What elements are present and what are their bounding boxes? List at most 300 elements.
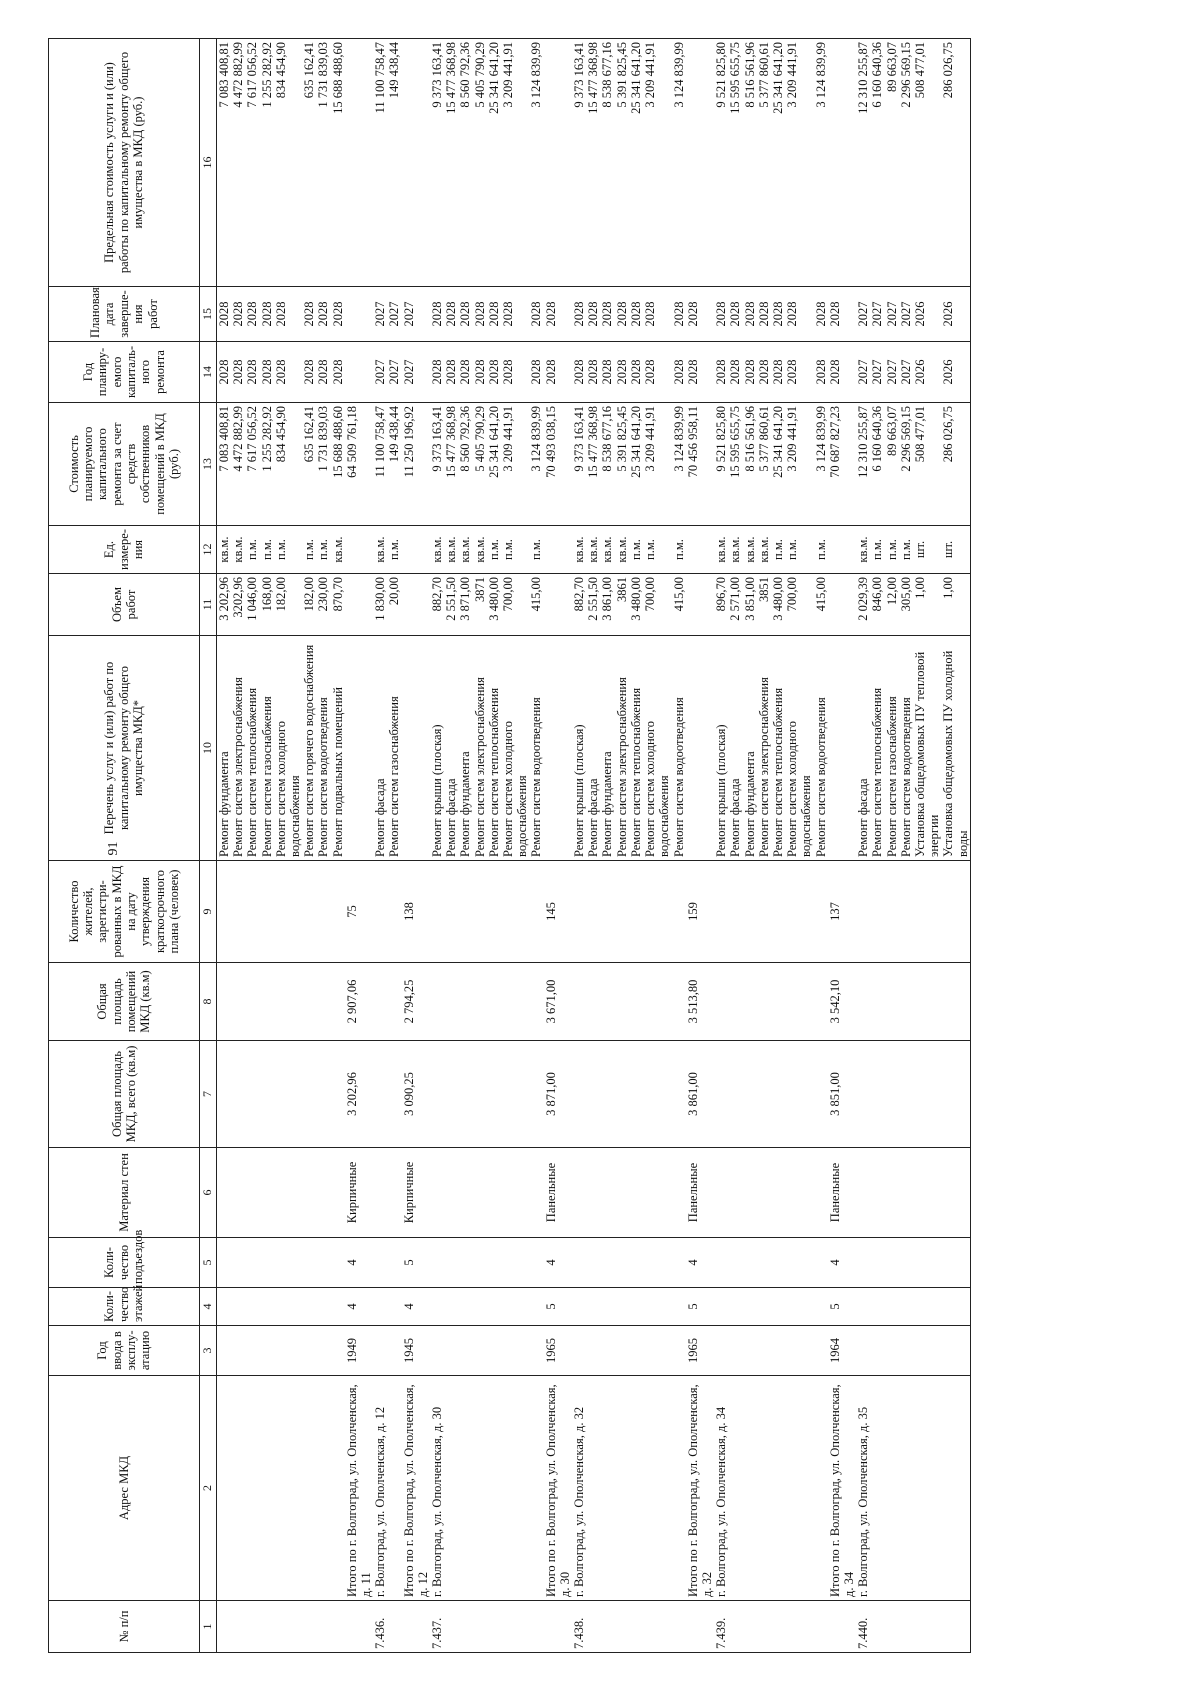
cell-planned-cost: 4 472 882,99 (231, 403, 245, 526)
cell-floors (728, 1288, 742, 1326)
cell-work-description: Ремонт систем теплоснабжения (487, 636, 501, 861)
cell-wall-material (387, 1148, 401, 1238)
cell-work-volume: 20,00 (387, 574, 401, 636)
cell-floors (487, 1288, 501, 1326)
cell-work-volume: 3 851,00 (743, 574, 757, 636)
cell-planned-cost: 70 687 827,23 (828, 403, 856, 526)
cell-total-area (757, 1041, 771, 1148)
cell-address (814, 1376, 828, 1601)
table-row (771, 39, 785, 1653)
cell-work-description: Ремонт систем водоотведения (672, 636, 686, 861)
cell-unit: п.м. (245, 526, 259, 574)
cell-entrances (302, 1238, 316, 1288)
cell-work-volume: 305,00 (899, 574, 913, 636)
cell-completion-date (345, 287, 373, 342)
cell-wall-material (672, 1148, 686, 1238)
cell-max-cost: 3 124 839,99 (529, 39, 543, 287)
cell-entrances (458, 1238, 472, 1288)
cell-total-area (870, 1041, 884, 1148)
cell-residents (600, 861, 614, 963)
cell-max-cost (345, 39, 373, 287)
cell-entrances (615, 1238, 629, 1288)
cell-address (387, 1376, 401, 1601)
cell-unit: кв.м. (444, 526, 458, 574)
cell-row-number (316, 1601, 330, 1653)
cell-repair-year: 2028 (302, 342, 316, 403)
cell-unit: п.м. (260, 526, 274, 574)
cell-planned-cost: 8 538 677,16 (600, 403, 614, 526)
cell-address (771, 1376, 785, 1601)
cell-row-number (941, 1601, 970, 1653)
cell-total-area (217, 1041, 232, 1148)
cell-max-cost: 3 124 839,99 (814, 39, 828, 287)
table-row (629, 39, 643, 1653)
table-row (814, 39, 828, 1653)
cell-premises-area (856, 963, 870, 1041)
cell-completion-date: 2028 (260, 287, 274, 342)
cell-max-cost: 8 538 677,16 (600, 39, 614, 287)
cell-residents (274, 861, 302, 963)
cell-floors (870, 1288, 884, 1326)
header-col-5: Коли-чество подъездов (49, 1238, 200, 1288)
cell-planned-cost: 1 255 282,92 (260, 403, 274, 526)
cell-year-built (714, 1326, 728, 1376)
column-number-3: 3 (200, 1326, 217, 1376)
cell-planned-cost: 8 516 561,96 (743, 403, 757, 526)
cell-unit: шт. (913, 526, 941, 574)
cell-planned-cost: 6 160 640,36 (870, 403, 884, 526)
cell-planned-cost: 7 083 408,81 (217, 403, 232, 526)
cell-completion-date: 2027 (387, 287, 401, 342)
cell-residents (473, 861, 487, 963)
cell-unit: п.м. (814, 526, 828, 574)
cell-address (913, 1376, 941, 1601)
cell-residents (245, 861, 259, 963)
cell-work-volume: 1 830,00 (373, 574, 387, 636)
cell-completion-date: 2028 (430, 287, 444, 342)
cell-floors (231, 1288, 245, 1326)
cell-work-volume: 415,00 (672, 574, 686, 636)
cell-premises-area (529, 963, 543, 1041)
cell-address: г. Волгоград, ул. Ополченская, д. 35 (856, 1376, 870, 1601)
cell-planned-cost: 7 617 056,52 (245, 403, 259, 526)
cell-work-description: Ремонт фасада (728, 636, 742, 861)
cell-wall-material (870, 1148, 884, 1238)
cell-floors (458, 1288, 472, 1326)
cell-planned-cost: 9 521 825,80 (714, 403, 728, 526)
table-total-row (686, 39, 714, 1653)
column-number-5: 5 (200, 1238, 217, 1288)
cell-work-volume: 1 046,00 (245, 574, 259, 636)
cell-work-volume: 870,70 (331, 574, 345, 636)
cell-year-built (814, 1326, 828, 1376)
cell-floors (629, 1288, 643, 1326)
cell-address (941, 1376, 970, 1601)
cell-residents (913, 861, 941, 963)
cell-completion-date: 2028 (529, 287, 543, 342)
cell-entrances (473, 1238, 487, 1288)
cell-residents (785, 861, 813, 963)
cell-max-cost: 25 341 641,20 (629, 39, 643, 287)
cell-total-area (629, 1041, 643, 1148)
cell-wall-material (245, 1148, 259, 1238)
cell-entrances (899, 1238, 913, 1288)
cell-entrances (629, 1238, 643, 1288)
column-number-14: 14 (200, 342, 217, 403)
cell-unit: кв.м. (217, 526, 232, 574)
table-row (458, 39, 472, 1653)
cell-residents (586, 861, 600, 963)
cell-repair-year: 2028 (586, 342, 600, 403)
cell-work-volume: 2 551,50 (586, 574, 600, 636)
cell-address (245, 1376, 259, 1601)
cell-repair-year: 2028 (331, 342, 345, 403)
cell-address (672, 1376, 686, 1601)
cell-max-cost: 15 477 368,98 (444, 39, 458, 287)
cell-entrances (771, 1238, 785, 1288)
cell-repair-year: 2027 (373, 342, 387, 403)
cell-year-built (600, 1326, 614, 1376)
cell-work-volume: 882,70 (572, 574, 586, 636)
cell-year-built (572, 1326, 586, 1376)
cell-unit: кв.м. (373, 526, 387, 574)
cell-work-description: Ремонт систем водоотведения (529, 636, 543, 861)
cell-row-number (260, 1601, 274, 1653)
cell-planned-cost: 3 124 839,99 (529, 403, 543, 526)
cell-entrances (714, 1238, 728, 1288)
header-col-6: Материал стен (49, 1148, 200, 1238)
header-col-15: Плановая дата заверше-ния работ (49, 287, 200, 342)
cell-work-volume: 3861 (615, 574, 629, 636)
cell-floors: 5 (686, 1288, 714, 1326)
cell-work-description: Ремонт фасада (856, 636, 870, 861)
table-row (316, 39, 330, 1653)
cell-year-built (302, 1326, 316, 1376)
cell-work-description: Ремонт систем теплоснабжения (870, 636, 884, 861)
table-row (501, 39, 529, 1653)
cell-repair-year: 2028 (501, 342, 529, 403)
cell-repair-year: 2028 (430, 342, 444, 403)
cell-total-area: 3 861,00 (686, 1041, 714, 1148)
cell-address: Итого по г. Волгоград, ул. Ополченская, д. 30 (544, 1376, 572, 1601)
cell-total-area (487, 1041, 501, 1148)
cell-premises-area (430, 963, 444, 1041)
cell-work-description: Установка общедомовых ПУ холодной воды (941, 636, 970, 861)
cell-repair-year: 2028 (600, 342, 614, 403)
cell-address (785, 1376, 813, 1601)
cell-work-description: Ремонт подвальных помещений (331, 636, 345, 861)
cell-wall-material (331, 1148, 345, 1238)
cell-max-cost: 9 373 163,41 (430, 39, 444, 287)
cell-work-volume (686, 574, 714, 636)
cell-unit: п.м. (316, 526, 330, 574)
cell-completion-date: 2028 (274, 287, 302, 342)
cell-residents (643, 861, 671, 963)
cell-completion-date: 2028 (828, 287, 856, 342)
table-row (714, 39, 728, 1653)
header-col-3: Год ввода в эксплу-атацию (49, 1326, 200, 1376)
cell-entrances (501, 1238, 529, 1288)
cell-premises-area (757, 963, 771, 1041)
cell-row-number (331, 1601, 345, 1653)
cell-work-description (544, 636, 572, 861)
cell-row-number (728, 1601, 742, 1653)
cell-address (274, 1376, 302, 1601)
cell-repair-year: 2028 (529, 342, 543, 403)
header-col-1: № п/п (49, 1601, 200, 1653)
cell-floors (672, 1288, 686, 1326)
cell-completion-date: 2028 (501, 287, 529, 342)
cell-repair-year: 2028 (828, 342, 856, 403)
cell-premises-area (629, 963, 643, 1041)
cell-row-number (828, 1601, 856, 1653)
cell-residents (814, 861, 828, 963)
cell-floors (302, 1288, 316, 1326)
cell-floors (260, 1288, 274, 1326)
header-col-8: Общая площадь помещений МКД (кв.м) (49, 963, 200, 1041)
cell-row-number (885, 1601, 899, 1653)
cell-work-description: Установка общедомовых ПУ тепловой энергии (913, 636, 941, 861)
cell-work-volume (544, 574, 572, 636)
cell-completion-date: 2028 (217, 287, 232, 342)
cell-completion-date: 2028 (316, 287, 330, 342)
cell-premises-area: 2 794,25 (402, 963, 430, 1041)
cell-work-description: Ремонт систем холодного водоснабжения (643, 636, 671, 861)
cell-max-cost: 5 405 790,29 (473, 39, 487, 287)
cell-address (899, 1376, 913, 1601)
cell-repair-year: 2028 (629, 342, 643, 403)
cell-address (728, 1376, 742, 1601)
cell-repair-year: 2028 (487, 342, 501, 403)
cell-year-built (387, 1326, 401, 1376)
cell-wall-material (629, 1148, 643, 1238)
cell-work-volume (345, 574, 373, 636)
cell-floors (430, 1288, 444, 1326)
cell-max-cost: 4 472 882,99 (231, 39, 245, 287)
cell-year-built: 1964 (828, 1326, 856, 1376)
cell-premises-area (501, 963, 529, 1041)
cell-entrances (260, 1238, 274, 1288)
cell-completion-date: 2028 (458, 287, 472, 342)
cell-work-volume: 415,00 (814, 574, 828, 636)
cell-repair-year: 2027 (899, 342, 913, 403)
cell-work-description: Ремонт систем теплоснабжения (771, 636, 785, 861)
cell-unit: кв.м. (615, 526, 629, 574)
cell-premises-area (473, 963, 487, 1041)
cell-address (331, 1376, 345, 1601)
cell-residents: 145 (544, 861, 572, 963)
cell-total-area: 3 202,96 (345, 1041, 373, 1148)
cell-entrances: 4 (345, 1238, 373, 1288)
cell-total-area (714, 1041, 728, 1148)
cell-year-built (217, 1326, 232, 1376)
cell-repair-year: 2028 (544, 342, 572, 403)
cell-unit: кв.м. (458, 526, 472, 574)
cell-wall-material (913, 1148, 941, 1238)
cell-premises-area: 3 671,00 (544, 963, 572, 1041)
cell-planned-cost: 25 341 641,20 (771, 403, 785, 526)
cell-address (643, 1376, 671, 1601)
cell-premises-area (714, 963, 728, 1041)
cell-planned-cost: 3 124 839,99 (814, 403, 828, 526)
cell-total-area (430, 1041, 444, 1148)
cell-row-number (402, 1601, 430, 1653)
cell-address (529, 1376, 543, 1601)
cell-completion-date: 2028 (572, 287, 586, 342)
cell-floors: 5 (828, 1288, 856, 1326)
cell-completion-date: 2026 (941, 287, 970, 342)
cell-max-cost (544, 39, 572, 287)
cell-work-description: Ремонт систем электроснабжения (473, 636, 487, 861)
cell-year-built (501, 1326, 529, 1376)
cell-year-built (941, 1326, 970, 1376)
cell-work-volume: 168,00 (260, 574, 274, 636)
cell-floors (473, 1288, 487, 1326)
cell-year-built (643, 1326, 671, 1376)
cell-completion-date: 2028 (444, 287, 458, 342)
cell-row-number (458, 1601, 472, 1653)
cell-residents (885, 861, 899, 963)
cell-total-area (245, 1041, 259, 1148)
cell-max-cost: 5 377 860,61 (757, 39, 771, 287)
header-col-14: Год планиру-емого капиталь-ного ремонта (49, 342, 200, 403)
cell-address (629, 1376, 643, 1601)
cell-wall-material (586, 1148, 600, 1238)
cell-address (743, 1376, 757, 1601)
cell-work-description: Ремонт систем газоснабжения (387, 636, 401, 861)
cell-wall-material (302, 1148, 316, 1238)
cell-work-volume: 2 571,00 (728, 574, 742, 636)
cell-entrances (430, 1238, 444, 1288)
cell-premises-area (913, 963, 941, 1041)
table-row (600, 39, 614, 1653)
cell-residents (231, 861, 245, 963)
cell-unit: п.м. (387, 526, 401, 574)
cell-row-number: 7.439. (714, 1601, 728, 1653)
cell-floors (529, 1288, 543, 1326)
cell-year-built (529, 1326, 543, 1376)
cell-planned-cost: 12 310 255,87 (856, 403, 870, 526)
cell-work-description: Ремонт систем водоотведения (814, 636, 828, 861)
cell-entrances (586, 1238, 600, 1288)
cell-work-volume: 700,00 (501, 574, 529, 636)
cell-entrances (600, 1238, 614, 1288)
cell-total-area (913, 1041, 941, 1148)
cell-work-volume: 3 871,00 (458, 574, 472, 636)
cell-total-area (501, 1041, 529, 1148)
cell-year-built (487, 1326, 501, 1376)
cell-work-volume: 182,00 (302, 574, 316, 636)
cell-completion-date: 2028 (586, 287, 600, 342)
table-row (387, 39, 401, 1653)
cell-row-number (302, 1601, 316, 1653)
cell-completion-date: 2028 (629, 287, 643, 342)
cell-row-number (487, 1601, 501, 1653)
cell-year-built (743, 1326, 757, 1376)
cell-floors (387, 1288, 401, 1326)
cell-completion-date: 2027 (373, 287, 387, 342)
cell-residents (629, 861, 643, 963)
cell-repair-year: 2027 (402, 342, 430, 403)
cell-premises-area (870, 963, 884, 1041)
cell-completion-date: 2028 (473, 287, 487, 342)
cell-unit: кв.м. (231, 526, 245, 574)
cell-year-built (757, 1326, 771, 1376)
cell-total-area (899, 1041, 913, 1148)
cell-total-area (473, 1041, 487, 1148)
cell-row-number (501, 1601, 529, 1653)
cell-completion-date: 2028 (814, 287, 828, 342)
cell-entrances (231, 1238, 245, 1288)
cell-total-area (231, 1041, 245, 1148)
cell-work-description: Ремонт фундамента (217, 636, 232, 861)
cell-work-volume: 700,00 (643, 574, 671, 636)
cell-repair-year: 2026 (913, 342, 941, 403)
cell-premises-area (728, 963, 742, 1041)
cell-year-built (629, 1326, 643, 1376)
cell-work-volume: 3871 (473, 574, 487, 636)
cell-work-volume: 846,00 (870, 574, 884, 636)
cell-unit: п.м. (529, 526, 543, 574)
cell-total-area (743, 1041, 757, 1148)
cell-premises-area (231, 963, 245, 1041)
cell-unit: кв.м. (331, 526, 345, 574)
header-col-2: Адрес МКД (49, 1376, 200, 1601)
cell-residents (757, 861, 771, 963)
cell-floors (316, 1288, 330, 1326)
cell-max-cost: 3 209 441,91 (643, 39, 671, 287)
cell-wall-material (458, 1148, 472, 1238)
cell-premises-area (245, 963, 259, 1041)
cell-total-area: 3 851,00 (828, 1041, 856, 1148)
cell-work-description: Ремонт систем теплоснабжения (245, 636, 259, 861)
cell-floors (771, 1288, 785, 1326)
cell-premises-area (331, 963, 345, 1041)
table-row (302, 39, 316, 1653)
cell-residents (615, 861, 629, 963)
cell-planned-cost: 286 026,75 (941, 403, 970, 526)
cell-wall-material (572, 1148, 586, 1238)
cell-repair-year: 2028 (217, 342, 232, 403)
cell-premises-area (572, 963, 586, 1041)
cell-entrances (743, 1238, 757, 1288)
cell-year-built (430, 1326, 444, 1376)
cell-max-cost: 7 617 056,52 (245, 39, 259, 287)
cell-entrances (274, 1238, 302, 1288)
cell-unit: п.м. (302, 526, 316, 574)
cell-unit: кв.м. (757, 526, 771, 574)
cell-entrances: 5 (402, 1238, 430, 1288)
cell-year-built (245, 1326, 259, 1376)
cell-planned-cost: 89 663,07 (885, 403, 899, 526)
cell-wall-material (231, 1148, 245, 1238)
cell-completion-date: 2028 (245, 287, 259, 342)
cell-repair-year: 2028 (615, 342, 629, 403)
cell-total-area (615, 1041, 629, 1148)
cell-premises-area (302, 963, 316, 1041)
cell-unit: кв.м. (430, 526, 444, 574)
cell-completion-date: 2028 (728, 287, 742, 342)
cell-total-area: 3 871,00 (544, 1041, 572, 1148)
cell-max-cost: 11 100 758,47 (373, 39, 387, 287)
cell-total-area (941, 1041, 970, 1148)
cell-work-volume: 1,00 (941, 574, 970, 636)
cell-wall-material (373, 1148, 387, 1238)
cell-row-number (785, 1601, 813, 1653)
cell-unit: п.м. (899, 526, 913, 574)
cell-address (217, 1376, 232, 1601)
cell-row-number (444, 1601, 458, 1653)
